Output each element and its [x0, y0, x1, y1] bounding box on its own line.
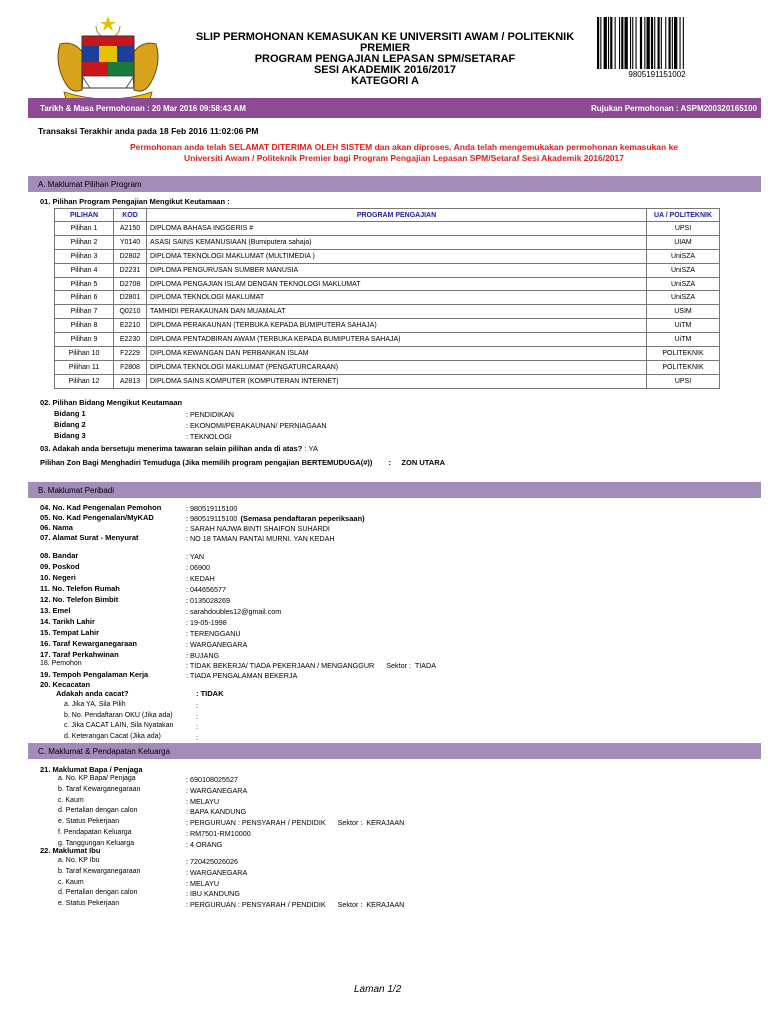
section-b-title: B. Maklumat Peribadi — [38, 486, 115, 495]
barcode-bar — [644, 17, 645, 69]
personal-field-label: 14. Tarikh Lahir — [40, 617, 95, 626]
barcode-bar — [640, 17, 642, 69]
personal-field-value-text: : TIDAK BEKERJA/ TIADA PEKERJAAN / MENGANGGUR Sektor : TIADA — [186, 661, 437, 670]
bidang-label: Bidang 3 — [54, 431, 86, 440]
program-cell: TAMHIDI PERAKAUNAN DAN MUAMALAT — [147, 305, 647, 319]
personal-field-value-text: : YAN — [186, 552, 205, 561]
table-row — [55, 333, 720, 347]
ua-cell: UPSI — [647, 374, 720, 388]
disability-sub-value: : — [196, 732, 198, 742]
coat-of-arms-icon — [52, 14, 164, 106]
barcode-bar — [608, 17, 609, 69]
barcode-bar — [665, 17, 666, 69]
barcode-bar — [615, 17, 616, 69]
bapa-field-label: g. Tanggungan Keluarga — [58, 839, 135, 847]
personal-field-value — [186, 640, 247, 649]
barcode-bar — [625, 17, 628, 69]
ibu-field-label: a. No. KP Ibu — [58, 857, 100, 864]
personal-field-value-text: : NO 18 TAMAN PANTAI MURNI. YAN KEDAH — [186, 534, 335, 543]
bapa-field-label: a. No. KP Bapa/ Penjaga — [58, 775, 136, 782]
barcode-bar — [647, 17, 650, 69]
barcode-icon — [596, 17, 718, 69]
barcode-bar — [651, 17, 653, 69]
personal-field-value-text: : TIADA PENGALAMAN BEKERJA — [186, 671, 298, 680]
personal-field-value-text: : KEDAH — [186, 574, 215, 583]
bapa-field-label: b. Taraf Kewarganegaraan — [58, 785, 141, 793]
personal-field-note: (Semasa pendaftaran peperiksaan) — [240, 514, 365, 523]
bapa-field-value: : RM7501-RM10000 — [186, 829, 251, 838]
disability-question: Adakah anda cacat? — [56, 689, 129, 698]
personal-field-value-text: : TERENGGANU — [186, 629, 241, 638]
personal-field-value-text: : sarahdoubles12@gmail.com — [186, 607, 282, 616]
program-cell: DIPLOMA KEWANGAN DAN PERBANKAN ISLAM — [147, 347, 647, 361]
last-transaction: Transaksi Terakhir anda pada 18 Feb 2016 11:02:06 PM — [38, 126, 259, 136]
title-line-1: SLIP PERMOHONAN KEMASUKAN KE UNIVERSITI AWAM / POLITEKNIK PREMIER — [195, 31, 575, 54]
pilihan-cell: Pilihan 10 — [55, 347, 114, 361]
disability-sub-value: : — [196, 711, 198, 721]
zone-value: : ZON UTARA — [388, 458, 446, 467]
disability-sub-label: c. Jika CACAT LAIN, Sila Nyatakan — [64, 722, 174, 729]
personal-field-value — [186, 574, 215, 583]
pilihan-cell: Pilihan 3 — [55, 249, 114, 263]
col-kod: KOD — [114, 209, 147, 222]
bidang-value: : TEKNOLOGI — [186, 432, 232, 441]
ibu-field-label: d. Pertalian dengan calon — [58, 889, 138, 897]
barcode-bar — [683, 17, 684, 69]
kod-cell: E2210 — [114, 319, 147, 333]
personal-field-value-text: : WARGANEGARA — [186, 640, 248, 649]
bidang-value: : PENDIDIKAN — [186, 410, 234, 419]
bapa-field-label: f. Pendapatan Keluarga — [58, 829, 132, 836]
pilihan-cell: Pilihan 6 — [55, 291, 114, 305]
section-c-header — [28, 743, 761, 759]
barcode-bar — [661, 17, 662, 69]
program-cell: DIPLOMA BAHASA INGGERIS # — [147, 222, 647, 236]
barcode-bar — [636, 17, 637, 69]
disability-sub-label: b. No. Pendaftaran OKU (Jika ada) — [64, 711, 173, 719]
barcode-bar — [619, 17, 620, 69]
personal-field-label: 10. Negeri — [40, 573, 76, 582]
ibu-field-value: : 720425026026 — [186, 857, 238, 866]
bapa-field-label: e. Status Pekerjaan — [58, 818, 120, 826]
barcode-bar — [597, 17, 599, 69]
barcode-bar — [674, 17, 677, 69]
personal-field-label: 08. Bandar — [40, 551, 79, 560]
ibu-field-value: : MELAYU — [186, 878, 220, 888]
bapa-field-value: : WARGANEGARA — [186, 785, 248, 795]
ua-cell: USIM — [647, 305, 720, 319]
personal-field-label: 09. Poskod — [40, 562, 80, 571]
program-cell: DIPLOMA TEKNOLOGI MAKLUMAT — [147, 291, 647, 305]
barcode-bar — [680, 17, 681, 69]
personal-field-value-text: : SARAH NAJWA BINTI SHAIFON SUHARDI — [186, 524, 330, 533]
program-cell: DIPLOMA PENGAJIAN ISLAM DENGAN TEKNOLOGI MAKLUMAT — [147, 277, 647, 291]
kod-cell: D2801 — [114, 291, 147, 305]
personal-field-label: 06. Nama — [40, 523, 73, 532]
ibu-field-value: : WARGANEGARA — [186, 867, 248, 877]
bapa-field-value: : BAPA KANDUNG — [186, 807, 247, 817]
pilihan-cell: Pilihan 9 — [55, 333, 114, 347]
personal-field-value — [186, 629, 241, 638]
program-cell: DIPLOMA PENTADBIRAN AWAM (TERBUKA KEPADA BUMIPUTERA SAHAJA) — [147, 333, 647, 347]
kod-cell: D2231 — [114, 263, 147, 277]
personal-field-value — [186, 534, 335, 543]
notice-line-2: Universiti Awam / Politeknik Premier bagi Program Pengajian Lepasan SPM/Setaraf Sesi Akademik 2016/2017 — [184, 153, 624, 163]
q03-question — [40, 444, 318, 453]
disability-sub-label: a. Jika YA, Sila Pilih — [64, 701, 126, 708]
personal-field-label: 04. No. Kad Pengenalan Pemohon — [40, 503, 162, 512]
col-pilihan: PILIHAN — [55, 209, 114, 222]
bapa-field-value: : PERGURUAN : PENSYARAH / PENDIDIK Sektor : KERAJAAN — [186, 818, 405, 828]
ua-cell: UniSZA — [647, 291, 720, 305]
bapa-field-label: c. Kaum — [58, 796, 84, 804]
pilihan-cell: Pilihan 7 — [55, 305, 114, 319]
ua-cell: UniSZA — [647, 249, 720, 263]
bidang-value: : EKONOMI/PERAKAUNAN/ PERNIAGAAN — [186, 421, 327, 430]
ua-cell: POLITEKNIK — [647, 347, 720, 361]
table-row — [55, 277, 720, 291]
acceptance-notice — [120, 142, 688, 164]
program-cell: DIPLOMA PENGURUSAN SUMBER MANUSIA — [147, 263, 647, 277]
personal-field-label: 17. Taraf Perkahwinan — [40, 650, 119, 659]
barcode-bar — [654, 17, 655, 69]
kod-cell: F2808 — [114, 360, 147, 374]
personal-field-value — [186, 607, 281, 616]
kod-cell: A2150 — [114, 222, 147, 236]
barcode-bar — [658, 17, 660, 69]
program-choice-table — [54, 208, 720, 389]
barcode-bar — [672, 17, 673, 69]
personal-field-value-text: : 980519115100 — [186, 514, 238, 523]
personal-field-value-text: : 0135028269 — [186, 596, 230, 605]
title-line-2: PROGRAM PENGAJIAN LEPASAN SPM/SETARAF — [254, 53, 516, 65]
zone-choice — [40, 458, 445, 467]
slip-title — [170, 32, 600, 87]
ua-cell: POLITEKNIK — [647, 360, 720, 374]
q03-text: 03. Adakah anda bersetuju menerima tawaran selain pilihan anda di atas? — [40, 444, 303, 453]
personal-field-value — [186, 514, 365, 523]
personal-field-label: 18. Pemohon — [40, 660, 82, 667]
personal-field-value-text: : 980519115100 — [186, 504, 238, 513]
notice-line-1: Permohonan anda telah SELAMAT DITERIMA OLEH SISTEM dan akan diproses. Anda telah mengemukakan permohonan kemasukan ke — [129, 142, 679, 152]
personal-field-value — [186, 504, 237, 513]
title-line-3: SESI AKADEMIK 2016/2017 — [313, 64, 457, 76]
ibu-field-label: c. Kaum — [58, 878, 84, 886]
bapa-field-value: : 4 ORANG — [186, 839, 223, 849]
table-row — [55, 319, 720, 333]
kod-cell: E2230 — [114, 333, 147, 347]
pilihan-cell: Pilihan 11 — [55, 360, 114, 374]
barcode-number: 9805191151002 — [628, 70, 686, 79]
table-row — [55, 374, 720, 388]
col-ua: UA / POLITEKNIK — [647, 209, 720, 222]
application-reference: Rujukan Permohonan : ASPM200320165100 — [591, 104, 757, 113]
section-a-title: A. Maklumat Pilihan Program — [38, 180, 142, 189]
pilihan-cell: Pilihan 8 — [55, 319, 114, 333]
personal-field-label: 20. Kecacatan — [40, 680, 91, 689]
barcode-bar — [669, 17, 671, 69]
barcode-bar — [600, 17, 601, 69]
ua-cell: UiTM — [647, 333, 720, 347]
personal-field-label: 19. Tempoh Pengalaman Kerja — [40, 670, 149, 679]
kod-cell: D2802 — [114, 249, 147, 263]
ibu-field-value: : PERGURUAN : PENSYARAH / PENDIDIK Sektor : KERAJAAN — [186, 900, 405, 910]
barcode-bar — [630, 17, 631, 69]
table-header-row — [55, 209, 720, 222]
personal-field-value — [186, 524, 330, 533]
table-row — [55, 249, 720, 263]
disability-answer: : TIDAK — [196, 689, 224, 698]
table-row — [55, 291, 720, 305]
barcode-bar — [632, 17, 633, 69]
ua-cell: UiTM — [647, 319, 720, 333]
q03-answer: : YA — [304, 444, 318, 453]
bapa-field-value: : 690108025527 — [186, 775, 238, 784]
ibu-field-label: e. Status Pekerjaan — [58, 900, 120, 908]
program-cell: DIPLOMA PERAKAUNAN (TERBUKA KEPADA BUMIPUTERA SAHAJA) — [147, 319, 647, 333]
barcode-bar — [604, 17, 607, 69]
section-b-header — [28, 482, 761, 498]
title-line-4: KATEGORI A — [351, 75, 419, 87]
pilihan-cell: Pilihan 12 — [55, 374, 114, 388]
bidang-label: Bidang 1 — [54, 409, 86, 418]
kod-cell: A2813 — [114, 374, 147, 388]
personal-field-label: 11. No. Telefon Rumah — [40, 584, 120, 593]
personal-field-label: 13. Emel — [40, 606, 71, 615]
personal-field-value — [186, 585, 226, 594]
barcode-bar — [610, 17, 612, 69]
table-row — [55, 263, 720, 277]
kod-cell: Y0140 — [114, 235, 147, 249]
personal-field-value-text: : BUJANG — [186, 651, 220, 660]
program-cell: DIPLOMA SAINS KOMPUTER (KOMPUTERAN INTERNET) — [147, 374, 647, 388]
ibu-field-label: b. Taraf Kewarganegaraan — [58, 867, 141, 875]
section-c-title: C. Maklumat & Pendapatan Keluarga — [38, 747, 171, 756]
zone-label: Pilihan Zon Bagi Menghadiri Temuduga (Jika memilih program pengajian BERTEMUDUGA(#)) — [40, 458, 373, 467]
pilihan-cell: Pilihan 5 — [55, 277, 114, 291]
bapa-field-label: d. Pertalian dengan calon — [58, 807, 138, 815]
personal-field-label: 12. No. Telefon Bimbit — [40, 595, 119, 604]
table-row — [55, 360, 720, 374]
section-a-header — [28, 176, 761, 192]
table-row — [55, 347, 720, 361]
kod-cell: D2708 — [114, 277, 147, 291]
ua-cell: UIAM — [647, 235, 720, 249]
page-number: Laman 1/2 — [354, 984, 402, 995]
ua-cell: UniSZA — [647, 277, 720, 291]
personal-field-label: 15. Tempat Lahir — [40, 628, 100, 637]
pilihan-cell: Pilihan 2 — [55, 235, 114, 249]
barcode-bar — [621, 17, 623, 69]
kod-cell: Q0210 — [114, 305, 147, 319]
bapa-field-value: : MELAYU — [186, 796, 220, 806]
q02-label: 02. Pilihan Bidang Mengikut Keutamaan — [40, 398, 183, 407]
application-datetime: Tarikh & Masa Permohonan : 20 Mar 2016 09:58:43 AM — [40, 104, 246, 113]
kod-cell: F2229 — [114, 347, 147, 361]
personal-field-value — [186, 552, 204, 561]
q01-label: 01. Pilihan Program Pengajian Mengikut Keutamaan : — [40, 197, 230, 206]
personal-field-label: 05. No. Kad Pengenalan/MyKAD — [40, 513, 154, 522]
pilihan-cell: Pilihan 4 — [55, 263, 114, 277]
pilihan-cell: Pilihan 1 — [55, 222, 114, 236]
personal-field-value — [186, 618, 227, 627]
ua-cell: UniSZA — [647, 263, 720, 277]
father-info-title: 21. Maklumat Bapa / Penjaga — [40, 765, 143, 774]
personal-field-value-text: : 19-05-1998 — [186, 618, 227, 627]
application-info-bar — [28, 98, 761, 118]
table-row — [55, 235, 720, 249]
disability-sub-value: : — [196, 722, 198, 731]
col-program: PROGRAM PENGAJIAN — [147, 209, 647, 222]
program-cell: ASASI SAINS KEMANUSIAAN (Bumiputera sahaja) — [147, 235, 647, 249]
table-row — [55, 222, 720, 236]
bidang-label: Bidang 2 — [54, 420, 86, 429]
personal-field-value — [186, 596, 230, 605]
personal-field-value-text: : 044656577 — [186, 585, 226, 594]
personal-field-value — [186, 661, 436, 670]
program-cell: DIPLOMA TEKNOLOGI MAKLUMAT (MULTIMEDIA ) — [147, 249, 647, 263]
personal-field-value-text: : 06900 — [186, 563, 210, 572]
personal-field-label: 16. Taraf Kewarganegaraan — [40, 639, 137, 648]
mother-info-title: 22. Maklumat Ibu — [40, 846, 101, 855]
disability-sub-value: : — [196, 701, 198, 710]
personal-field-label: 07. Alamat Surat - Menyurat — [40, 533, 139, 542]
table-row — [55, 305, 720, 319]
personal-field-value — [186, 671, 297, 680]
ibu-field-value: : IBU KANDUNG — [186, 889, 240, 899]
personal-field-value — [186, 651, 219, 660]
ua-cell: UPSI — [647, 222, 720, 236]
program-cell: DIPLOMA TEKNOLOGI MAKLUMAT (PENGATURCARAAN) — [147, 360, 647, 374]
personal-field-value — [186, 563, 210, 572]
disability-sub-label: d. Keterangan Cacat (Jika ada) — [64, 732, 161, 740]
